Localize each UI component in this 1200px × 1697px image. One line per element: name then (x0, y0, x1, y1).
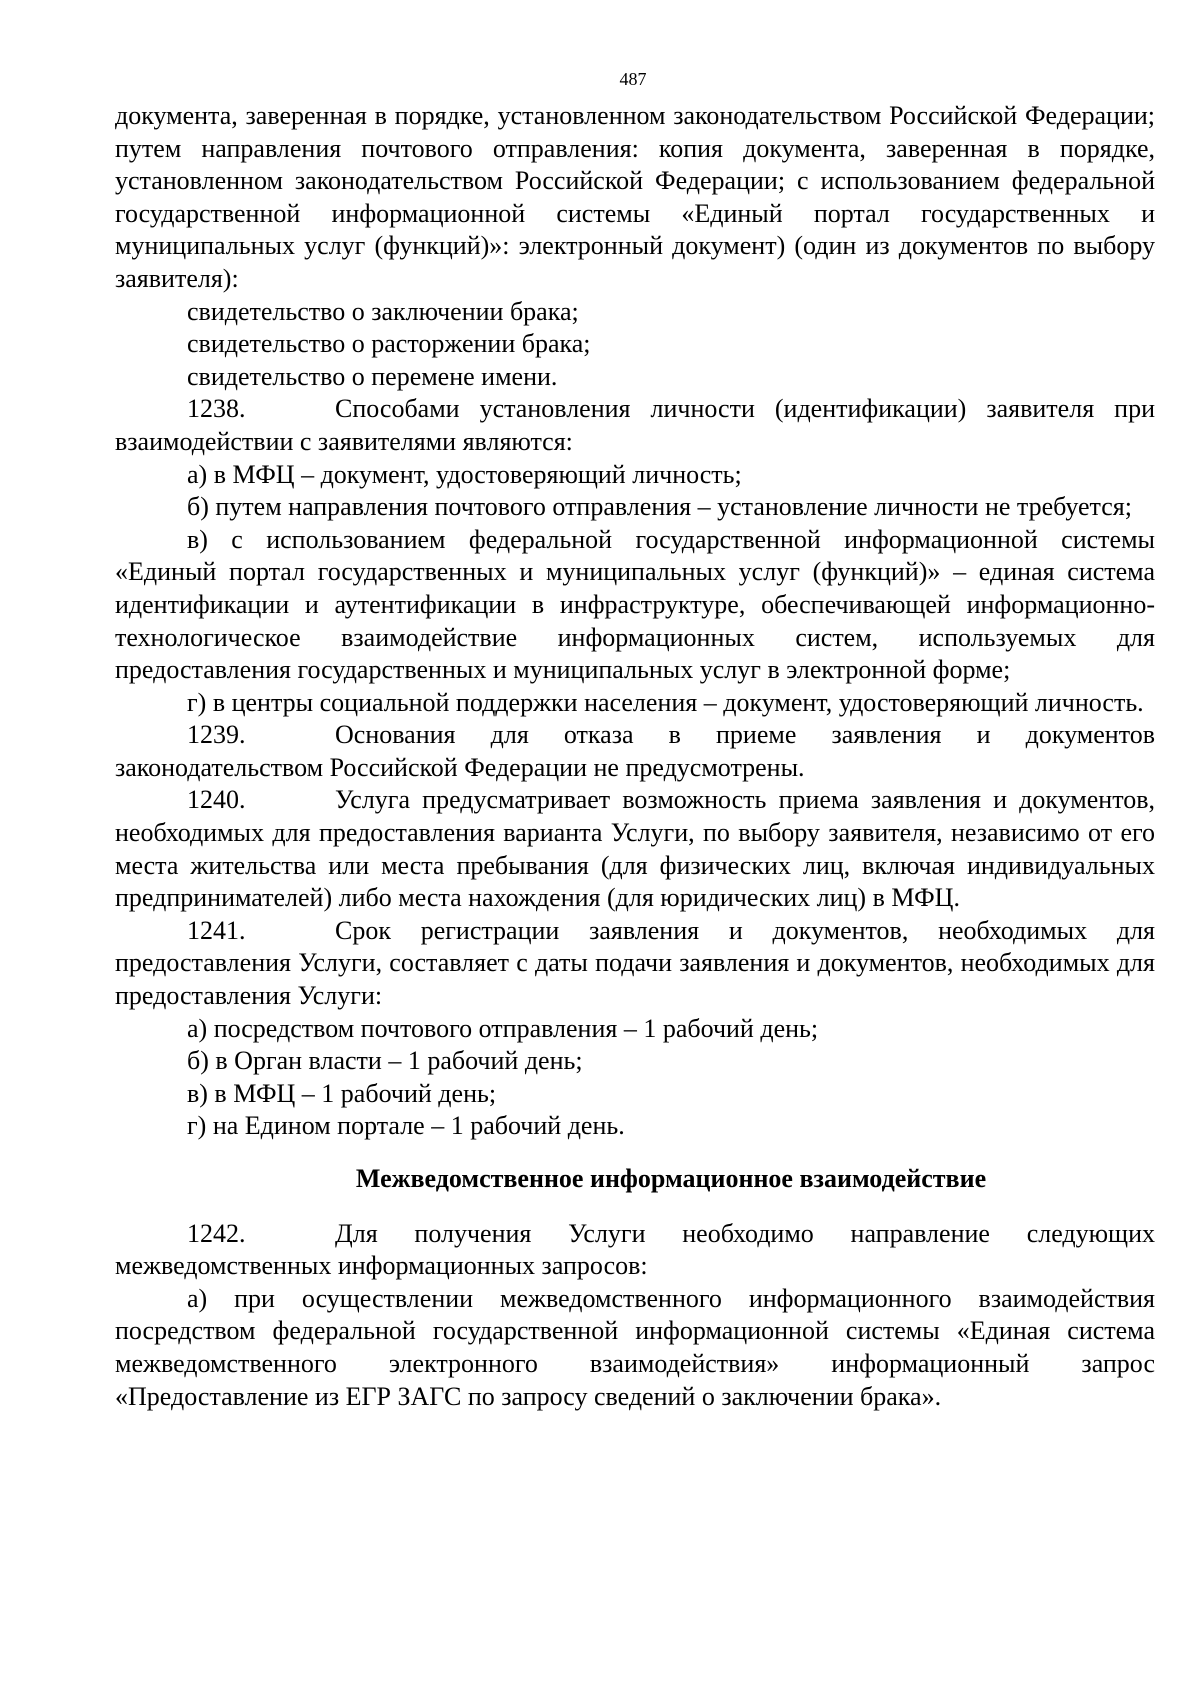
clause-1242 (115, 1218, 1155, 1283)
list-item-a: а) в МФЦ – документ, удостоверяющий личность; (187, 459, 742, 489)
section-heading: Межведомственное информационное взаимодействие (355, 1164, 987, 1193)
page-number: 487 (619, 69, 647, 89)
clause-number: 1238. (187, 394, 246, 424)
clause-text: Услуга предусматривает возможность приема заявления и документов, необходимых для предоставления варианта Услуги, по выбору заявителя, независимо от его места жительства или места пребывания (для физических лиц, включая индивидуальных предпринимателей) либо места нахождения (для юридических лиц) в МФЦ. (115, 785, 1155, 913)
list-item-marriage-certificate: свидетельство о заключении брака; (187, 296, 579, 326)
clause-1241 (115, 915, 1155, 1013)
clause-number: 1240. (187, 785, 246, 815)
list-item-b: б) в Орган власти – 1 рабочий день; (187, 1046, 583, 1076)
list-item-g: г) в центры социальной поддержки населения – документ, удостоверяющий личность. (187, 687, 1144, 717)
list-item-divorce-certificate: свидетельство о расторжении брака; (187, 329, 591, 359)
list-item-b: б) путем направления почтового отправления – установление личности не требуется; (187, 492, 1132, 522)
clause-text: Для получения Услуги необходимо направление следующих межведомственных информационных запросов: (115, 1218, 1155, 1281)
list-item-name-change-certificate: свидетельство о перемене имени. (187, 361, 558, 391)
list-item-v: в) с использованием федеральной государственной информационной системы «Единый портал государственных и муниципальных услуг (функций)» – единая система идентификации и аутентификации в инфраструктуре, обеспечивающей информационно-технологическое взаимодействие информационных систем, используемых для предоставления государственных и муниципальных услуг в электронной форме; (115, 524, 1155, 685)
clause-number: 1242. (187, 1218, 246, 1248)
clause-number: 1239. (187, 720, 246, 750)
list-item-v: в) в МФЦ – 1 рабочий день; (187, 1078, 497, 1108)
list-item-a: а) при осуществлении межведомственного информационного взаимодействия посредством федеральной государственной информационной системы «Единая система межведомственного электронного взаимодействия» информационный запрос «Предоставление из ЕГР ЗАГС по запросу сведений о заключении брака». (115, 1283, 1155, 1411)
document-body (115, 100, 1155, 1413)
clause-1240 (115, 784, 1155, 914)
clause-text: Основания для отказа в приеме заявления и документов законодательством Российской Федерации не предусмотрены. (115, 720, 1155, 782)
list-item-g: г) на Едином портале – 1 рабочий день. (187, 1111, 625, 1141)
clause-text: Срок регистрации заявления и документов, необходимых для предоставления Услуги, составляет с даты подачи заявления и документов, необходимых для предоставления Услуги: (115, 915, 1155, 1011)
clause-text: Способами установления личности (идентификации) заявителя при взаимодействии с заявителями являются: (115, 394, 1155, 456)
clause-number: 1241. (187, 915, 246, 945)
list-item-a: а) посредством почтового отправления – 1 рабочий день; (187, 1013, 819, 1043)
clause-1239 (115, 719, 1155, 784)
paragraph-continuation: документа, заверенная в порядке, установленном законодательством Российской Федерации; путем направления почтового отправления: копия документа, заверенная в порядке, установленном законодательством Российской Федерации; с использованием федеральной государственной информационной системы «Единый портал государственных и муниципальных услуг (функций)»: электронный документ) (один из документов по выбору заявителя): (115, 101, 1155, 293)
clause-1238 (115, 393, 1155, 458)
